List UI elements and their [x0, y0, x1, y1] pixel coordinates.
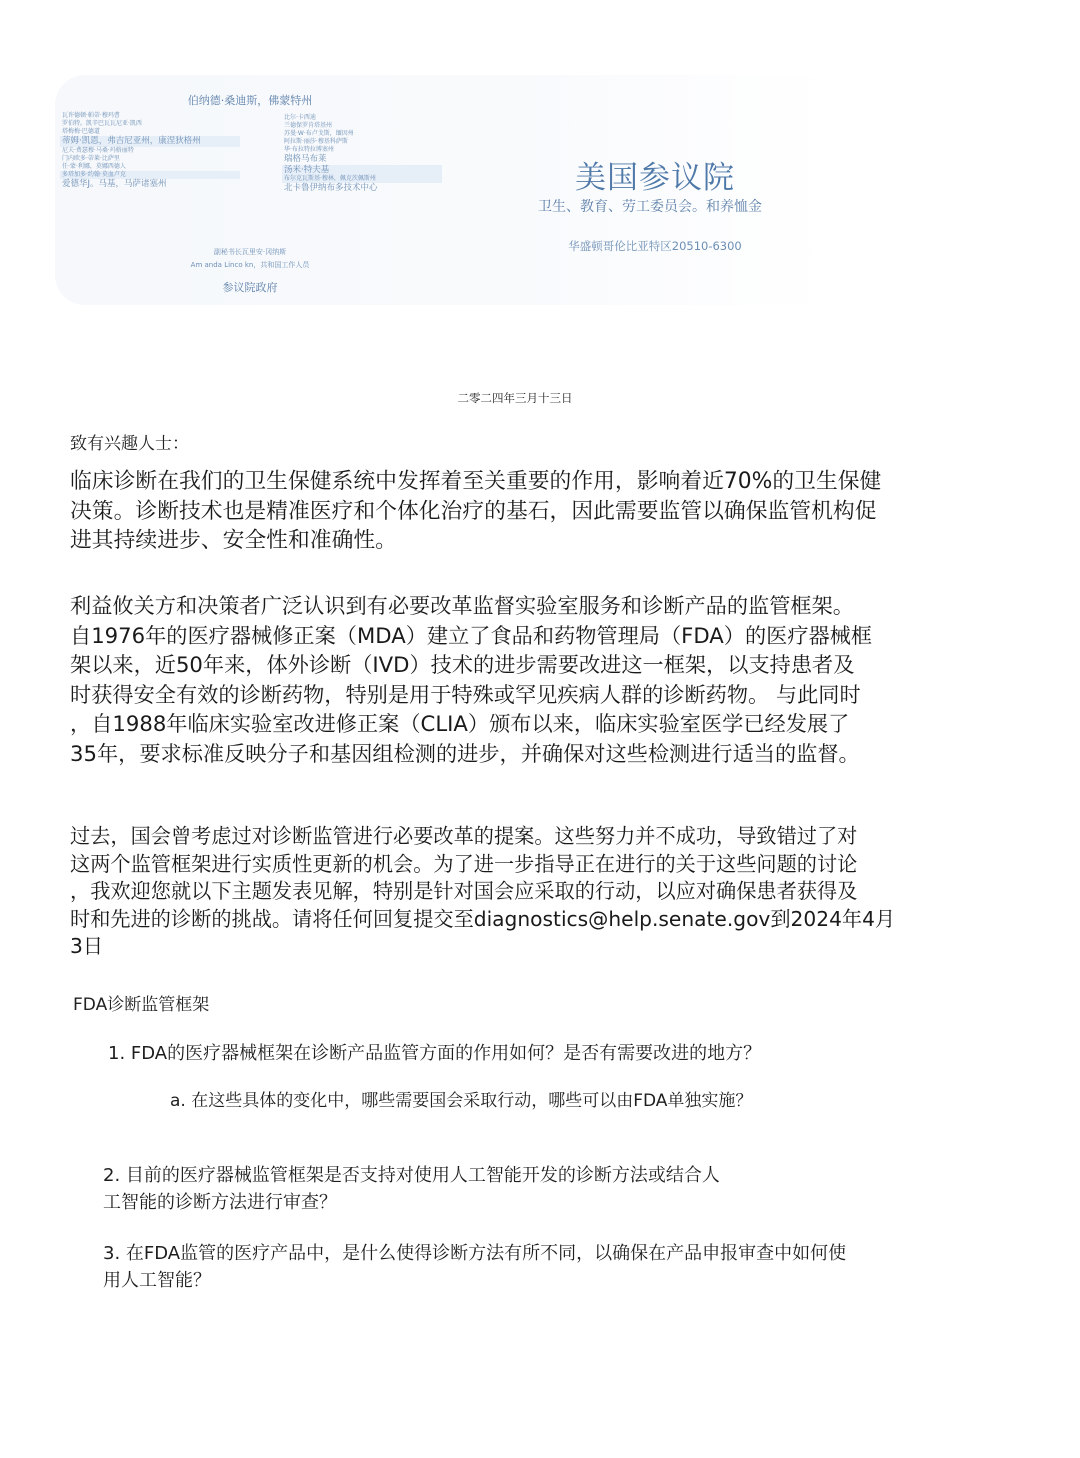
- question-1: 1. FDA的医疗器械框架在诊断产品监管方面的作用如何？是否有需要改进的地方？: [108, 1043, 762, 1064]
- members-left-column: [60, 112, 240, 189]
- paragraph-line: 35年，要求标准反映分子和基因组检测的进步，并确保对这些检测进行适当的监督。: [70, 740, 860, 766]
- paragraph-line: 时获得安全有效的诊断药物，特别是用于特殊或罕见疾病人群的诊断药物。 与此同时: [70, 681, 861, 707]
- paragraph-line: 进其持续进步、安全性和准确性。: [70, 528, 397, 554]
- paragraph-line: 利益攸关方和决策者广泛认识到有必要改革监督实验室服务和诊断产品的监管框架。: [70, 593, 854, 618]
- member-name: 多塔加多·约翰·莫血卢克: [60, 171, 240, 179]
- paragraph-line: ，我欢迎您就以下主题发表见解，特别是针对国会应采取的行动，以应对确保患者获得及: [70, 879, 858, 904]
- question-line: 工智能的诊断方法进行审查？: [103, 1192, 337, 1213]
- member-name: 门内欧多·蒂莱·比萨里: [62, 154, 120, 162]
- letterhead: [0, 0, 1080, 310]
- member-name: 爱德华J。马基，马萨诸塞州: [62, 178, 167, 189]
- member-name: 任·蒙·利娜，莫娜西德人: [62, 162, 126, 170]
- member-name: 华·布拉特拉博塞州: [284, 146, 334, 153]
- letter-date: 二零二四年三月十三日: [457, 391, 573, 405]
- member-name: 汤米·特夫基: [282, 165, 442, 176]
- question-1a: a. 在这些具体的变化中，哪些需要国会采取行动，哪些可以由FDA单独实施？: [170, 1091, 753, 1111]
- member-name: 瓦许德顿·帕蒂·穆玛曹: [62, 112, 120, 119]
- member-name: 尼夫·费瑟穆·马桑·玛格丽特: [62, 146, 134, 154]
- member-name: 塔梅梅·巴德道: [62, 128, 100, 135]
- salutation: 致有兴趣人士：: [70, 434, 189, 454]
- paragraph-line: ，自1988年临床实验室改进修正案（CLIA）颁布以来，临床实验室医学已经发展了: [70, 711, 850, 736]
- question-3: [103, 1240, 963, 1294]
- paragraph-3: [70, 823, 950, 961]
- paragraph-line: 时和先进的诊断的挑战。请将任何回复提交至diagnostics@help.senate.gov到2024年4月: [70, 906, 896, 931]
- member-name: 蒂姆·凯恩，弗吉尼亚州，康涅狄格州: [60, 136, 240, 147]
- question-line: 3. 在FDA监管的医疗产品中，是什么使得诊断方法有所不同，以确保在产品申报审查中如何使: [103, 1243, 847, 1264]
- senate-government: 参议院政府: [222, 281, 278, 294]
- question-2: [103, 1162, 883, 1216]
- committee-name: 卫生、教育、劳工委员会。和养恤金: [538, 199, 762, 215]
- member-name: 罗伯特。凯辛巴瓦瓦尼亚·凯西: [62, 120, 142, 127]
- members-right-column: [282, 114, 442, 194]
- paragraph-line: 3日: [70, 934, 104, 959]
- committee-chair: 伯纳德·桑迪斯，佛蒙特州: [187, 94, 313, 107]
- paragraph-line: 过去，国会曾考虑过对诊断监管进行必要改革的提案。这些努力并不成功，导致错过了对: [70, 824, 858, 848]
- member-name: 比尔·卡西迪: [284, 114, 316, 121]
- member-name: 瑞格马布莱: [284, 154, 327, 164]
- member-name: 布尔克瓦斯基·穆林，佩克茨佩斯州: [282, 175, 442, 183]
- question-line: 2. 目前的医疗器械监管框架是否支持对使用人工智能开发的诊断方法或结合人: [103, 1165, 720, 1186]
- member-name: 北卡鲁伊纳布多技术中心: [284, 183, 378, 193]
- paragraph-2: [70, 591, 958, 768]
- member-name: 苏曼·W·布卢戈斯，缅因州: [284, 130, 354, 137]
- member-name: 阿拉斯·丽莎·穆基科萨斯: [284, 138, 348, 145]
- paragraph-1: [70, 467, 958, 556]
- paragraph-line: 自1976年的医疗器械修正案（MDA）建立了食品和药物管理局（FDA）的医疗器械框: [70, 622, 873, 648]
- paragraph-line: 临床诊断在我们的卫生保健系统中发挥着至关重要的作用，影响着近70%的卫生保健: [70, 469, 882, 494]
- senate-title: 美国参议院: [575, 160, 735, 196]
- question-line: 用人工智能？: [103, 1270, 211, 1291]
- paragraph-line: 决策。诊断技术也是精准医疗和个体化治疗的基石，因此需要监管以确保监管机构促: [70, 498, 877, 524]
- senate-address: 华盛顿哥伦比亚特区20510-6300: [568, 239, 742, 253]
- paragraph-line: 架以来，近50年来，体外诊断（IVD）技术的进步需要改进这一框架，以支持患者及: [70, 652, 855, 677]
- member-name: 兰德保罗肯塔基州: [284, 122, 333, 129]
- staff-director: Am anda Linco kn，共和国工作人员: [190, 261, 310, 269]
- secretary-block: [150, 246, 350, 272]
- secretary: 副秘书长瓦里安·冈纳斯: [213, 248, 287, 256]
- section-title: FDA诊断监管框架: [73, 995, 210, 1015]
- paragraph-line: 这两个监管框架进行实质性更新的机会。为了进一步指导正在进行的关于这些问题的讨论: [70, 851, 858, 876]
